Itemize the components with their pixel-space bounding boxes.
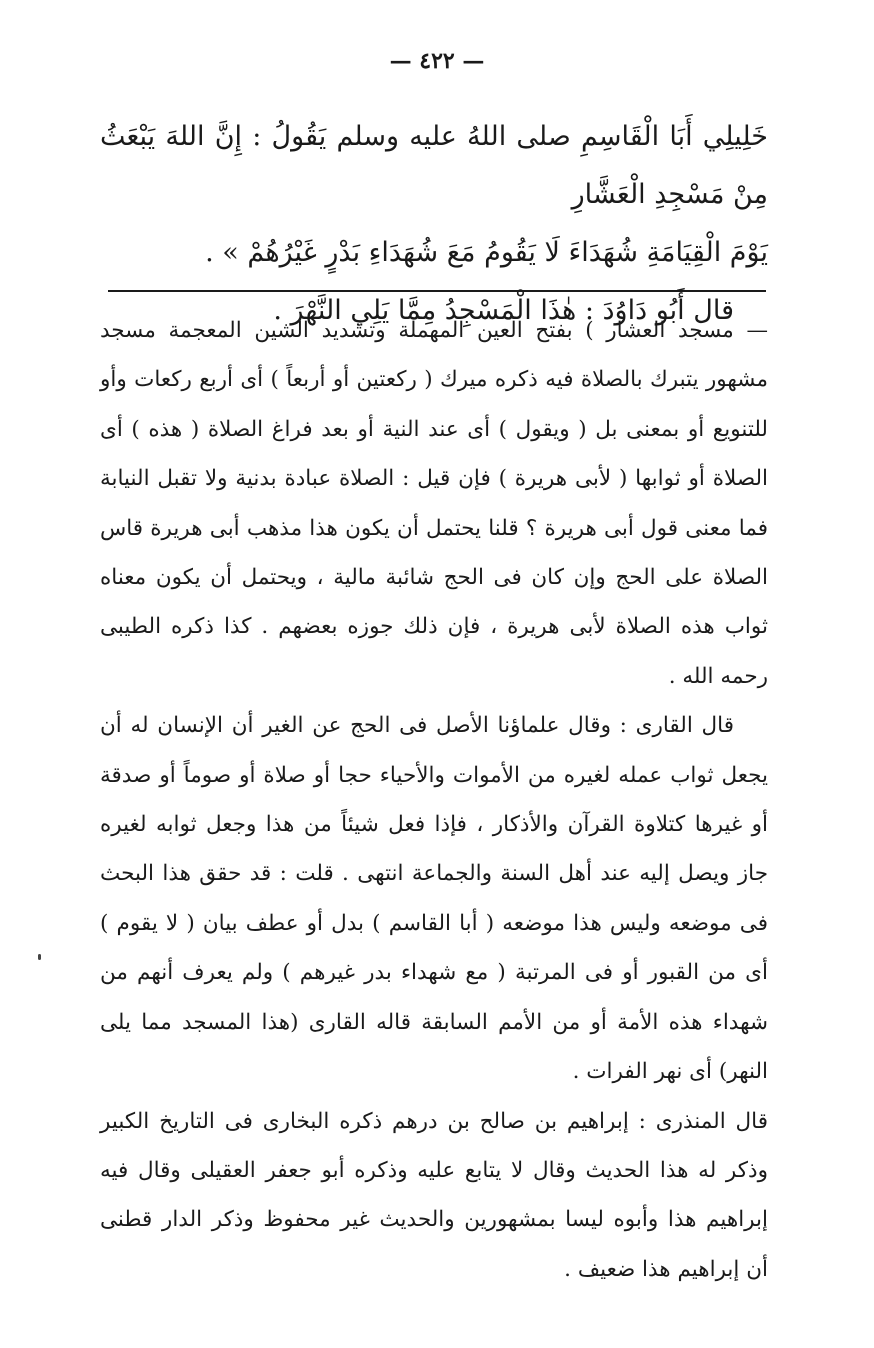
hadith-line: يَوْمَ الْقِيَامَةِ شُهَدَاءَ لَا يَقُومُ مَعَ شُهَدَاءِ بَدْرٍ غَيْرُهُمْ » . [205,237,768,268]
abu-dawud-note: قال أَبُو دَاوُدَ : هٰذَا الْمَسْجِدُ مِمَّا يَلِي النَّهْرَ . [273,295,734,326]
commentary-paragraph: — مسجد العشار ) بفتح العين المهملة وتشديد الشين المعجمة مسجد مشهور يتبرك بالصلاة فيه ذكره ميرك ( ركعتين أو أربعاً ) أى أربع ركعات وأو للتنويع أو بمعنى بل ( ويقول ) أى عند النية أو بعد فراغ الصلاة ( هذه ) أى الصلاة أو ثوابها ( لأبى هريرة ) فإن قيل : الصلاة عبادة بدنية ولا تقبل النيابة فما معنى قول أبى هريرة ؟ قلنا يحتمل أن يكون هذا مذهب أبى هريرة قاس الصلاة على الحج وإن كان فى الحج شائبة مالية ، ويحتمل أن يكون معناه ثواب هذه الصلاة لأبى هريرة ، فإن ذلك جوزه بعضهم . كذا ذكره الطيبى رحمه الله . [100,318,768,689]
footnote-divider [108,290,766,292]
hadith-line: خَلِيلِي أَبَا الْقَاسِمِ صلى اللهُ عليه وسلم يَقُولُ : إِنَّ اللهَ يَبْعَثُ مِنْ مَسْجِدِ الْعَشَّارِ [100,121,768,210]
commentary-text [100,306,768,1294]
commentary-paragraph: قال القارى : وقال علماؤنا الأصل فى الحج عن الغير أن الإنسان له أن يجعل ثواب عمله لغيره من الأموات والأحياء حجا أو صلاة أو صوماً أو صدقة أو غيرها كتلاوة القرآن والأذكار ، فإذا فعل شيئاً من هذا وجعل ثوابه لغيره جاز ويصل إليه عند أهل السنة والجماعة انتهى . قلت : قد حقق هذا البحث فى موضعه وليس هذا موضعه ( أبا القاسم ) بدل أو عطف بيان ( لا يقوم ) أى من القبور أو فى المرتبة ( مع شهداء بدر غيرهم ) ولم يعرف أنهم من شهداء هذه الأمة أو من الأمم السابقة قاله القارى (هذا المسجد مما يلى النهر) أى نهر الفرات . [100,713,768,1085]
page-number: — ٤٢٢ — [389,48,485,74]
margin-speck [38,954,41,960]
commentary-paragraph: قال المنذرى : إبراهيم بن صالح بن درهم ذكره البخارى فى التاريخ الكبير وذكر له هذا الحديث وقال لا يتابع عليه وذكره أبو جعفر العقيلى وقال فيه إبراهيم هذا وأبوه ليسا بمشهورين والحديث غير محفوظ وذكر الدار قطنى أن إبراهيم هذا ضعيف . [100,1108,768,1282]
